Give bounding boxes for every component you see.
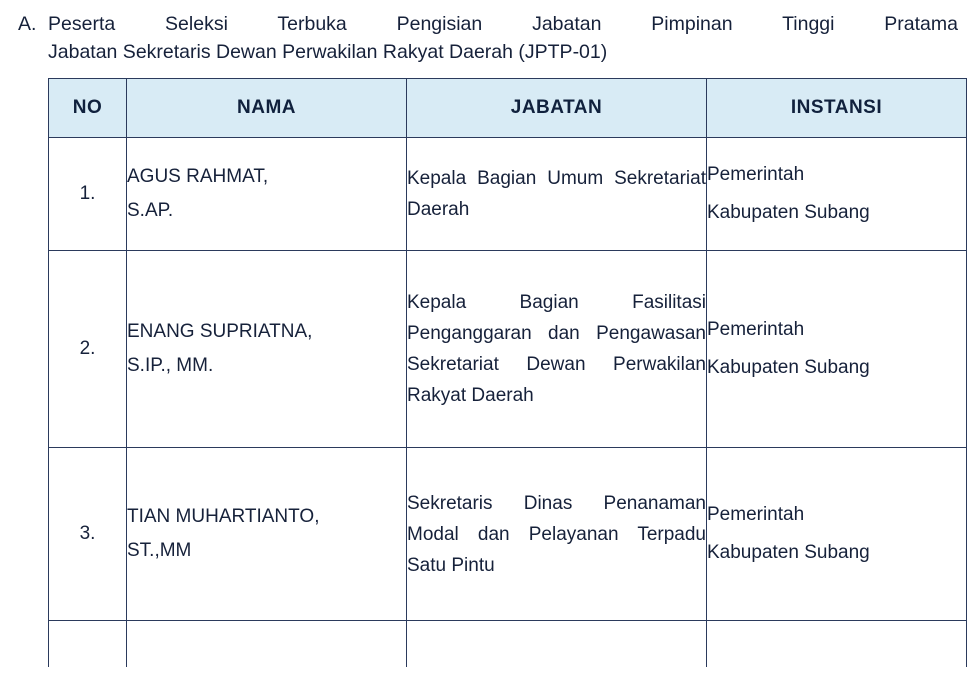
cell-jabatan-text: Kepala Bagian Umum Sekretariat Daerah — [407, 168, 706, 220]
participants-table — [48, 78, 967, 667]
cell-jabatan-text: Kepala Bagian Fasilitasi Penganggaran dan Pengawasan Sekretariat Dewan Perwakilan Rakyat Daerah — [407, 292, 706, 406]
cell-instansi-line-1: Pemerintah — [707, 319, 805, 340]
table-body — [49, 138, 967, 668]
cell-nama — [127, 621, 407, 668]
cell-jabatan — [407, 138, 707, 251]
section-heading — [18, 10, 958, 66]
cell-nama-line-2: ST.,MM — [127, 540, 192, 561]
cell-jabatan — [407, 251, 707, 448]
cell-instansi-line-2: Kabupaten Subang — [707, 542, 870, 563]
cell-instansi — [707, 138, 967, 251]
cell-no: 3. — [49, 448, 127, 621]
cell-nama-line-2: S.IP., MM. — [127, 355, 214, 376]
cell-no — [49, 621, 127, 668]
section-heading-line-1: Peserta Seleksi Terbuka Pengisian Jabatan Pimpinan Tinggi Pratama — [48, 13, 958, 35]
cell-no: 2. — [49, 251, 127, 448]
cell-no: 1. — [49, 138, 127, 251]
column-header-nama: NAMA — [127, 79, 407, 138]
participants-table-wrapper — [48, 78, 966, 667]
table-header-row — [49, 79, 967, 138]
section-letter: A. — [18, 13, 37, 35]
cell-jabatan — [407, 621, 707, 668]
table-header — [49, 79, 967, 138]
cell-instansi-line-1: Pemerintah — [707, 504, 805, 525]
cell-nama-line-1: AGUS RAHMAT, — [127, 166, 269, 187]
section-heading-line-2: Jabatan Sekretaris Dewan Perwakilan Rakyat Daerah (JPTP-01) — [48, 41, 608, 63]
cell-jabatan — [407, 448, 707, 621]
table-row — [49, 251, 967, 448]
cell-instansi-line-2: Kabupaten Subang — [707, 202, 870, 223]
cell-instansi-line-2: Kabupaten Subang — [707, 357, 870, 378]
cell-nama — [127, 138, 407, 251]
cell-instansi-line-1: Pemerintah — [707, 164, 805, 185]
section-heading-text — [48, 10, 958, 66]
cell-instansi — [707, 251, 967, 448]
column-header-instansi: INSTANSI — [707, 79, 967, 138]
cell-nama-line-1: TIAN MUHARTIANTO, — [127, 506, 320, 527]
table-row-partial — [49, 621, 967, 668]
table-row — [49, 448, 967, 621]
table-row — [49, 138, 967, 251]
cell-instansi — [707, 448, 967, 621]
cell-jabatan-text: Sekretaris Dinas Penanaman Modal dan Pelayanan Terpadu Satu Pintu — [407, 492, 706, 576]
column-header-no: NO — [49, 79, 127, 138]
cell-nama-line-2: S.AP. — [127, 200, 174, 221]
cell-instansi — [707, 621, 967, 668]
column-header-jabatan: JABATAN — [407, 79, 707, 138]
cell-nama — [127, 448, 407, 621]
cell-nama-line-1: ENANG SUPRIATNA, — [127, 321, 313, 342]
cell-nama — [127, 251, 407, 448]
